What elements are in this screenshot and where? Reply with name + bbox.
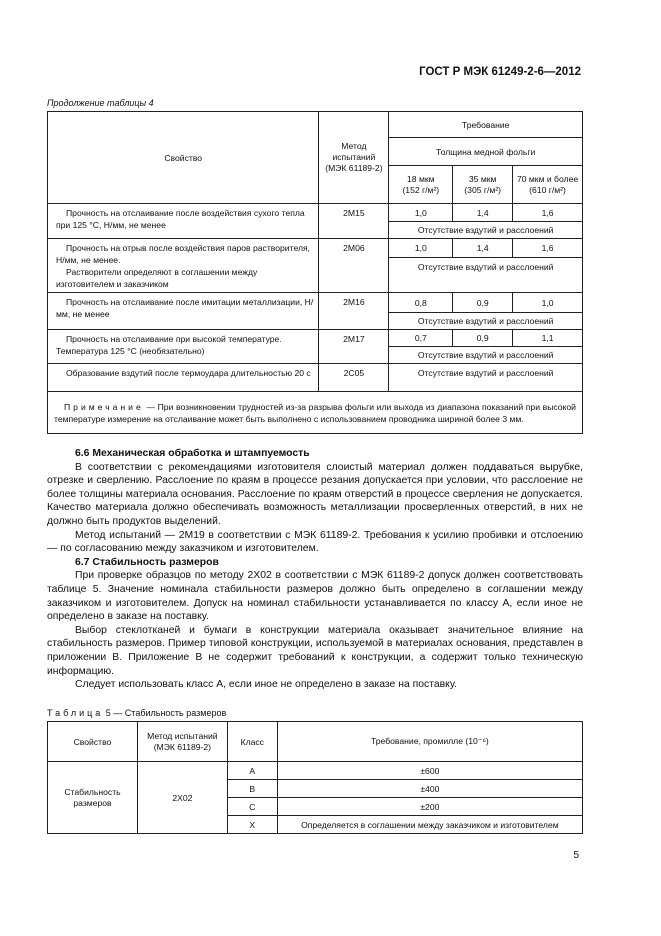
value-cell: 0,8: [389, 293, 453, 313]
weight-label: (305 г/м²): [464, 184, 502, 195]
col-header-method: Метод испытаний (МЭК 61189-2): [137, 722, 227, 762]
col-header-18: [389, 166, 453, 204]
col-header-property: Свойство: [48, 722, 138, 762]
value-cell: 1,0: [389, 204, 453, 222]
col-header-class: Класс: [227, 722, 277, 762]
thickness-label: 35 мкм: [468, 173, 497, 184]
class-cell: X: [227, 816, 277, 834]
method-cell: 2X02: [137, 762, 227, 834]
paragraph: Выбор стеклотканей и бумаги в конструкции материала оказывает значительное влияние на стабильность размеров. Пример типовой конструкции, используемой в материалах основания, представлен в приложении В. Приложение В не содержит требований к конструкции, а содержит только техническую информацию.: [47, 624, 583, 677]
method-cell: 2M17: [319, 330, 389, 364]
paragraph: При проверке образцов по методу 2X02 в соответствии с МЭК 61189-2 допуск должен соответствовать таблице 5. Значение номинала стабильности размеров должно быть определено в соглашении между заказчиком и изготовителем. Допуск на номинал стабильности устанавливается по классу А, если иное не определено в заказе на поставку.: [47, 570, 583, 623]
paragraph: Метод испытаний — 2M19 в соответствии с МЭК 61189-2. Требования к усилию пробивки и отслоению — по согласованию между заказчиком и изготовителем.: [47, 529, 583, 555]
value-cell: 1,0: [513, 293, 583, 313]
section-heading: 6.6 Механическая обработка и штампуемость: [75, 448, 310, 459]
requirement-note-cell: Отсутствие вздутий и расслоений: [389, 364, 583, 392]
table-row: [48, 293, 583, 313]
property-cell: Прочность на отслаивание после воздействия сухого тепла при 125 °С, Н/мм, не менее: [48, 204, 319, 239]
paragraph: В соответствии с рекомендациями изготовителя слоистый материал должен поддаваться вырубке, отрезке и сверлению. Расслоение по краям в процессе резания допускается при условии, что расслоение не более толщины материала основания. Расслоение по краям отверстий в процессе сверления не допускается. Качество материала должно обеспечивать возможность металлизации просверленных отверстий, в них не должно быть продуктов выделений.: [47, 461, 583, 527]
requirement-note-cell: Отсутствие вздутий и расслоений: [389, 222, 583, 239]
requirement-note-cell: Отсутствие вздутий и расслоений: [389, 258, 583, 293]
property-cell: Прочность на отслаивание после имитации металлизации, Н/мм, не менее: [48, 293, 319, 330]
requirement-cell: ±400: [277, 780, 582, 798]
requirement-note-cell: Отсутствие вздутий и расслоений: [389, 347, 583, 364]
value-cell: 0,9: [453, 330, 513, 347]
value-cell: 1,4: [453, 204, 513, 222]
class-cell: B: [227, 780, 277, 798]
property-cell: Стабильность размеров: [48, 762, 138, 834]
col-header-requirement: Требование: [389, 112, 583, 138]
property-cell: Прочность на отслаивание при высокой температуре. Температура 125 °С (необязательно): [48, 330, 319, 364]
table-5-caption: [47, 708, 226, 718]
table-5: [47, 721, 583, 834]
section-heading: 6.7 Стабильность размеров: [75, 556, 219, 568]
value-cell: 1,4: [453, 239, 513, 258]
method-cell: 2M16: [319, 293, 389, 330]
class-cell: C: [227, 798, 277, 816]
requirement-note-cell: Отсутствие вздутий и расслоений: [389, 313, 583, 330]
col-header-70: [513, 166, 583, 204]
caption-text: 5 — Стабильность размеров: [103, 708, 227, 718]
thickness-label: 18 мкм: [407, 173, 435, 184]
class-cell: A: [227, 762, 277, 780]
value-cell: 0,7: [389, 330, 453, 347]
table-4: [47, 111, 583, 434]
property-cell: Образование вздутий после термоудара длительностью 20 с: [48, 364, 319, 392]
value-cell: 1,0: [389, 239, 453, 258]
col-header-requirement: Требование, промилле (10⁻⁶): [277, 722, 582, 762]
table-row: [48, 204, 583, 222]
section-6-6: [47, 447, 583, 692]
note-label: Примечание: [64, 401, 144, 412]
property-cell: [48, 239, 319, 293]
requirement-cell: ±200: [277, 798, 582, 816]
value-cell: 1,1: [513, 330, 583, 347]
table-row: [48, 239, 583, 258]
property-text: Растворители определяют в соглашении между изготовителем и заказчиком: [56, 267, 258, 289]
requirement-cell: Определяется в соглашении между заказчиком и изготовителем: [277, 816, 582, 834]
col-header-35: [453, 166, 513, 204]
table-note: [48, 392, 583, 434]
paragraph: Следует использовать класс А, если иное не определено в заказе на поставку.: [75, 679, 457, 691]
table-row: [48, 762, 583, 780]
note-text: — При возникновении трудностей из-за разрыва фольги или выхода из диапазона показаний при высокой температуре измерение на отслаивание может быть выполнено с использованием проводника шириной более 3 мм.: [54, 401, 576, 424]
thickness-label: 70 мкм и более: [516, 173, 579, 184]
requirement-cell: ±600: [277, 762, 582, 780]
value-cell: 1,6: [513, 239, 583, 258]
method-cell: 2M15: [319, 204, 389, 239]
caption-label: Таблица: [47, 708, 104, 718]
page-number: 5: [573, 850, 579, 861]
table-continuation-label: Продолжение таблицы 4: [47, 98, 154, 108]
value-cell: 1,6: [513, 204, 583, 222]
weight-label: (610 г/м²): [529, 184, 566, 195]
table-row: [48, 364, 583, 392]
method-cell: 2C05: [319, 364, 389, 392]
col-header-property: Свойство: [48, 112, 319, 204]
table-row: [48, 330, 583, 347]
property-text: Прочность на отрыв после воздействия паров растворителя, Н/мм, не менее.: [56, 243, 310, 265]
weight-label: (152 г/м²): [402, 184, 440, 195]
col-header-thickness: Толщина медной фольги: [389, 138, 583, 166]
col-header-method: Метод испытаний (МЭК 61189-2): [319, 112, 389, 204]
method-cell: 2M06: [319, 239, 389, 293]
page-header: ГОСТ Р МЭК 61249-2-6—2012: [419, 66, 581, 78]
value-cell: 0,9: [453, 293, 513, 313]
